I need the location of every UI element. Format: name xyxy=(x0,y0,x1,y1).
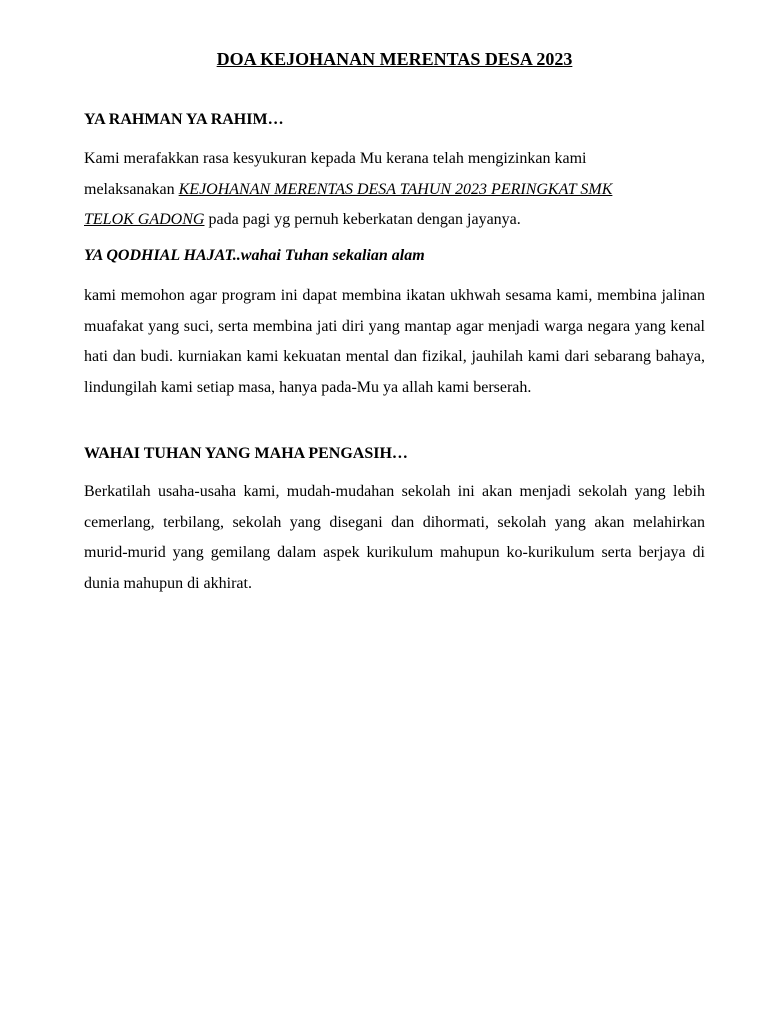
paragraph-blessing: Berkatilah usaha-usaha kami, mudah-mudahan sekolah ini akan menjadi sekolah yang lebih cemerlang, terbilang, sekolah yang disegani dan dihormati, sekolah yang akan melahirkan murid-murid yang gemilang dalam aspek kurikulum mahupun ko-kurikulum serta berjaya di dunia mahupun di akhirat. xyxy=(84,483,705,592)
event-name-part1: KEJOHANAN MERENTAS DESA TAHUN 2023 PERINGKAT SMK xyxy=(178,180,613,198)
paragraph-thanksgiving xyxy=(84,144,705,236)
heading-ya-qodhial-hajat: YA QODHIAL HAJAT..wahai Tuhan sekalian alam xyxy=(84,247,425,264)
heading-ya-rahman: YA RAHMAN YA RAHIM… xyxy=(84,111,284,128)
event-name-part2: TELOK GADONG xyxy=(84,211,205,228)
paragraph-thanksgiving-suffix: pada pagi yg pernuh keberkatan dengan jayanya. xyxy=(204,211,521,228)
heading-wahai-tuhan: WAHAI TUHAN YANG MAHA PENGASIH… xyxy=(84,445,408,462)
paragraph-thanksgiving-prefix: melaksanakan xyxy=(84,180,179,198)
paragraph-thanksgiving-line1: Kami merafakkan rasa kesyukuran kepada Mu kerana telah mengizinkan kami xyxy=(84,150,587,167)
paragraph-supplication: kami memohon agar program ini dapat membina ikatan ukhwah sesama kami, membina jalinan muafakat yang suci, serta membina jati diri yang mantap agar menjadi warga negara yang kenal hati dan budi. kurniakan kami kekuatan mental dan fizikal, jauhilah kami dari sebarang bahaya, lindungilah kami setiap masa, hanya pada-Mu ya allah kami berserah. xyxy=(84,287,705,396)
document-title: DOA KEJOHANAN MERENTAS DESA 2023 xyxy=(216,49,573,69)
